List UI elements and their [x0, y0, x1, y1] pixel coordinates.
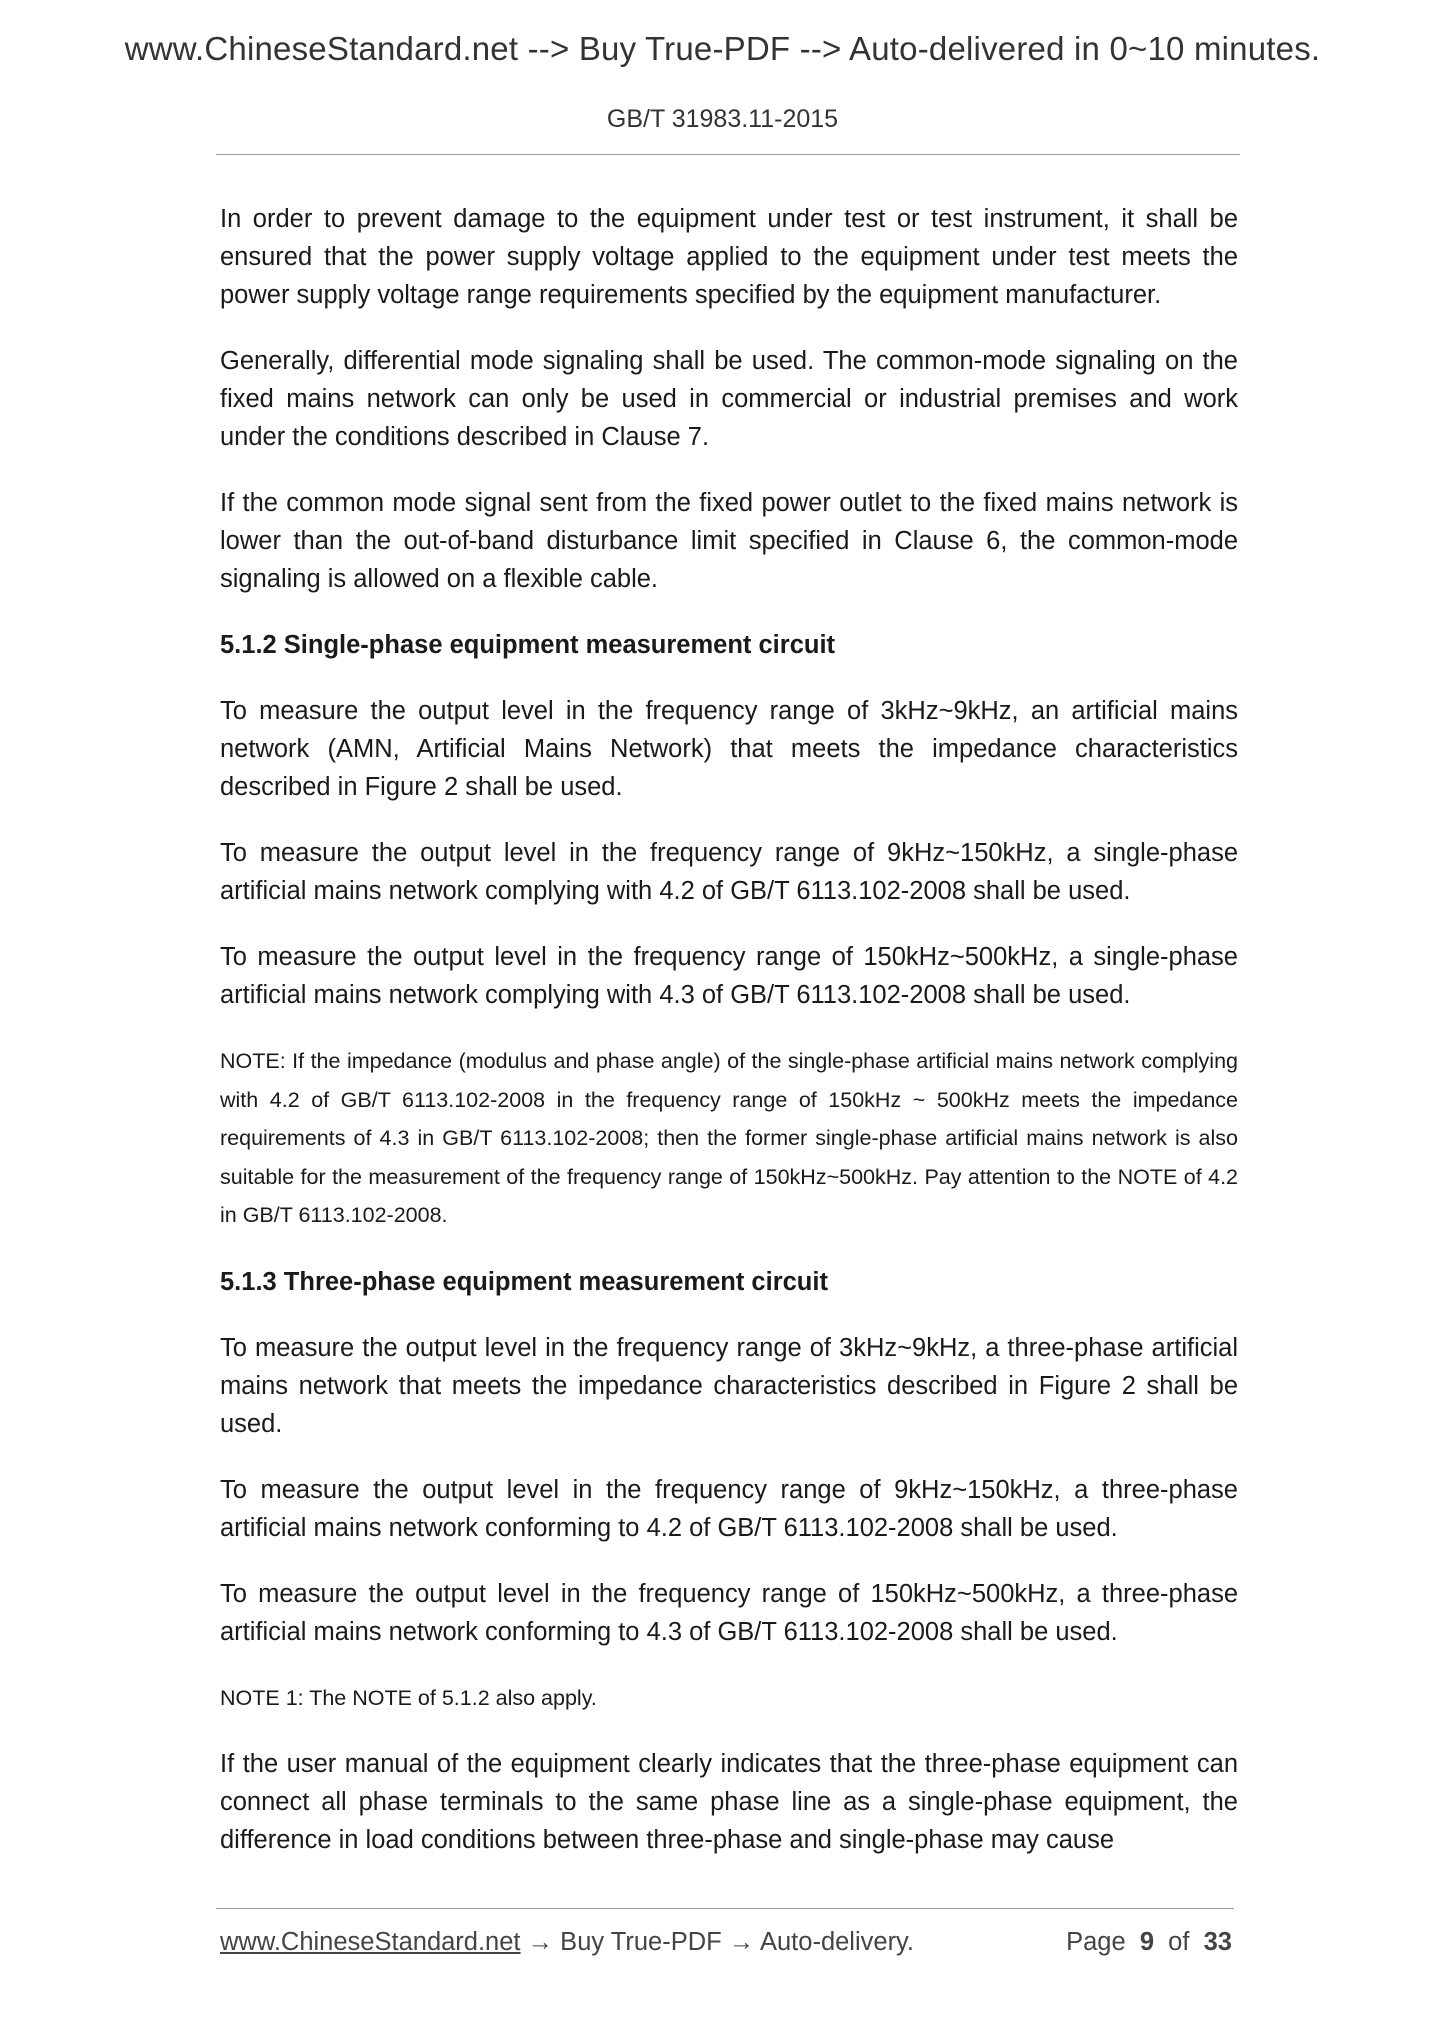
paragraph-150k-500k-single: To measure the output level in the frequency range of 150kHz~500kHz, a single-phase artificial mains network complying with 4.3 of GB/T 6113.102-2008 shall be used. [220, 943, 1238, 1009]
page-indicator [1066, 1928, 1232, 1957]
footer-divider [216, 1908, 1234, 1909]
page-content [220, 200, 1238, 1887]
paragraph-common-mode: If the common mode signal sent from the fixed power outlet to the fixed mains network is lower than the out-of-band disturbance limit specified in Clause 6, the common-mode signaling is allowed on a flexible cable. [220, 489, 1238, 593]
heading-5-1-2: 5.1.2 Single-phase equipment measurement circuit [220, 631, 836, 659]
footer-link[interactable]: www.ChineseStandard.net [220, 1928, 521, 1956]
paragraph-differential-mode: Generally, differential mode signaling shall be used. The common-mode signaling on the fixed mains network can only be used in commercial or industrial premises and work under the conditions described in Clause 7. [220, 347, 1238, 451]
paragraph-9k-150k-three: To measure the output level in the frequency range of 9kHz~150kHz, a three-phase artificial mains network conforming to 4.2 of GB/T 6113.102-2008 shall be used. [220, 1475, 1238, 1542]
page-footer [220, 1928, 1232, 1957]
paragraph-power-supply: In order to prevent damage to the equipment under test or test instrument, it shall be ensured that the power supply voltage applied to the equipment under test meets the power supply voltage range requirements specified by the equipment manufacturer. [220, 205, 1238, 309]
page-number: 9 [1139, 1928, 1154, 1956]
paragraph-3k-9k-three: To measure the output level in the frequency range of 3kHz~9kHz, a three-phase artificial mains network that meets the impedance characteristics described in Figure 2 shall be used. [220, 1333, 1238, 1438]
page-word: Page [1066, 1928, 1126, 1956]
paragraph-150k-500k-three: To measure the output level in the frequency range of 150kHz~500kHz, a three-phase artificial mains network conforming to 4.3 of GB/T 6113.102-2008 shall be used. [220, 1579, 1238, 1646]
footer-left [220, 1928, 914, 1956]
heading-5-1-3: 5.1.3 Three-phase equipment measurement circuit [220, 1267, 828, 1296]
header-divider [216, 154, 1240, 155]
paragraph-3k-9k-single: To measure the output level in the frequency range of 3kHz~9kHz, an artificial mains network (AMN, Artificial Mains Network) that meets the impedance characteristics described in Figure 2 shall be used. [220, 697, 1238, 801]
page-total: 33 [1203, 1928, 1232, 1956]
note-impedance: NOTE: If the impedance (modulus and phase angle) of the single-phase artificial mains network complying with 4.2 of GB/T 6113.102-2008 in the frequency range of 150kHz ~ 500kHz meets the impedance requirements of 4.3 in GB/T 6113.102-2008; then the former single-phase artificial mains network is also suitable for the measurement of the frequency range of 150kHz~500kHz. Pay attention to the NOTE of 4.2 in GB/T 6113.102-2008. [220, 1049, 1238, 1227]
paragraph-user-manual: If the user manual of the equipment clearly indicates that the three-phase equipment can connect all phase terminals to the same phase line as a single-phase equipment, the difference in load conditions between three-phase and single-phase may cause [220, 1750, 1238, 1854]
paragraph-9k-150k-single: To measure the output level in the frequency range of 9kHz~150kHz, a single-phase artificial mains network complying with 4.2 of GB/T 6113.102-2008 shall be used. [220, 839, 1238, 905]
footer-middle-text: → Buy True-PDF → Auto-delivery. [520, 1928, 914, 1956]
note-1: NOTE 1: The NOTE of 5.1.2 also apply. [220, 1685, 597, 1710]
of-word: of [1168, 1928, 1190, 1956]
top-banner: www.ChineseStandard.net --> Buy True-PDF --> Auto-delivered in 0~10 minutes. [124, 30, 1321, 67]
document-id: GB/T 31983.11-2015 [606, 105, 839, 133]
